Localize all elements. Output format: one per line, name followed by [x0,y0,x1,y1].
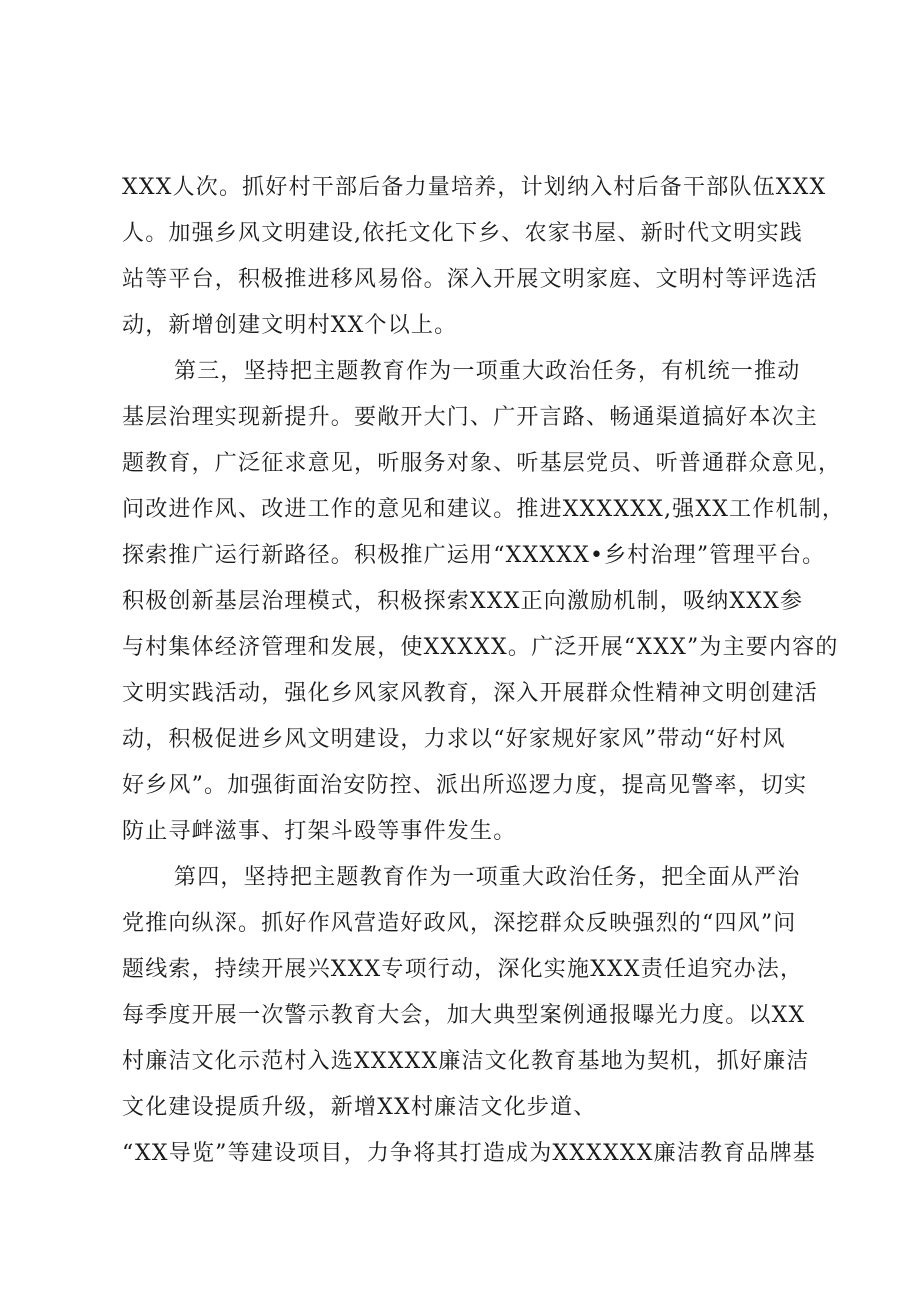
text-line: 文化建设提质升级，新增XX村廉洁文化步道、 [122,1095,597,1120]
text-line: 站等平台，积极推进移风易俗。深入开展文明家庭、文明村等评选活 [122,267,819,292]
text-line: 题教育，广泛征求意见，听服务对象、听基层党员、听普通群众意见， [122,451,842,476]
text-line: 积极创新基层治理模式，积极探索XXX正向激励机制，吸纳XXX参 [122,589,804,614]
text-line: 动，积极促进乡风文明建设，力求以“好家规好家风”带动“好村风 [122,727,786,752]
text-line: 好乡风”。加强街面治安防控、派出所巡逻力度，提高见警率，切实 [122,773,808,798]
text-line: 与村集体经济管理和发展，使XXXXX。广泛开展“XXX”为主要内容的 [122,635,839,660]
text-line: 村廉洁文化示范村入选XXXXX廉洁文化教育基地为契机，抓好廉洁 [122,1049,810,1074]
text-line: 防止寻衅滋事、打架斗殴等事件发生。 [122,819,517,844]
text-line: XXX人次。抓好村干部后备力量培养，计划纳入村后备干部队伍XXX [122,175,827,200]
text-line: “XX导览”等建设项目，力争将其打造成为XXXXXX廉洁教育品牌基 [122,1141,817,1166]
text-line: 基层治理实现新提升。要敞开大门、广开言路、畅通渠道搞好本次主 [122,405,819,430]
text-line: 问改进作风、改进工作的意见和建议。推进XXXXXX,强XX工作机制， [122,497,846,522]
text-line: 探索推广运行新路径。积极推广运用“XXXXX•乡村治理”管理平台。 [122,543,826,568]
text-line: 每季度开展一次警示教育大会，加大典型案例通报曝光力度。以XX [122,1003,806,1028]
text-line: 人。加强乡风文明建设,依托文化下乡、农家书屋、新时代文明实践 [122,221,803,246]
text-line: 题线索，持续开展兴XXX专项行动，深化实施XXX责任追究办法， [122,957,804,982]
paragraph-first-line: 第四，坚持把主题教育作为一项重大政治任务，把全面从严治 [174,865,801,890]
text-line: 党推向纵深。抓好作风营造好政风，深挖群众反映强烈的“四风”问 [122,911,797,936]
text-line: 文明实践活动，强化乡风家风教育，深入开展群众性精神文明创建活 [122,681,819,706]
paragraph-first-line: 第三，坚持把主题教育作为一项重大政治任务，有机统一推动 [174,359,801,384]
text-line: 动，新增创建文明村XX个以上。 [122,313,458,338]
